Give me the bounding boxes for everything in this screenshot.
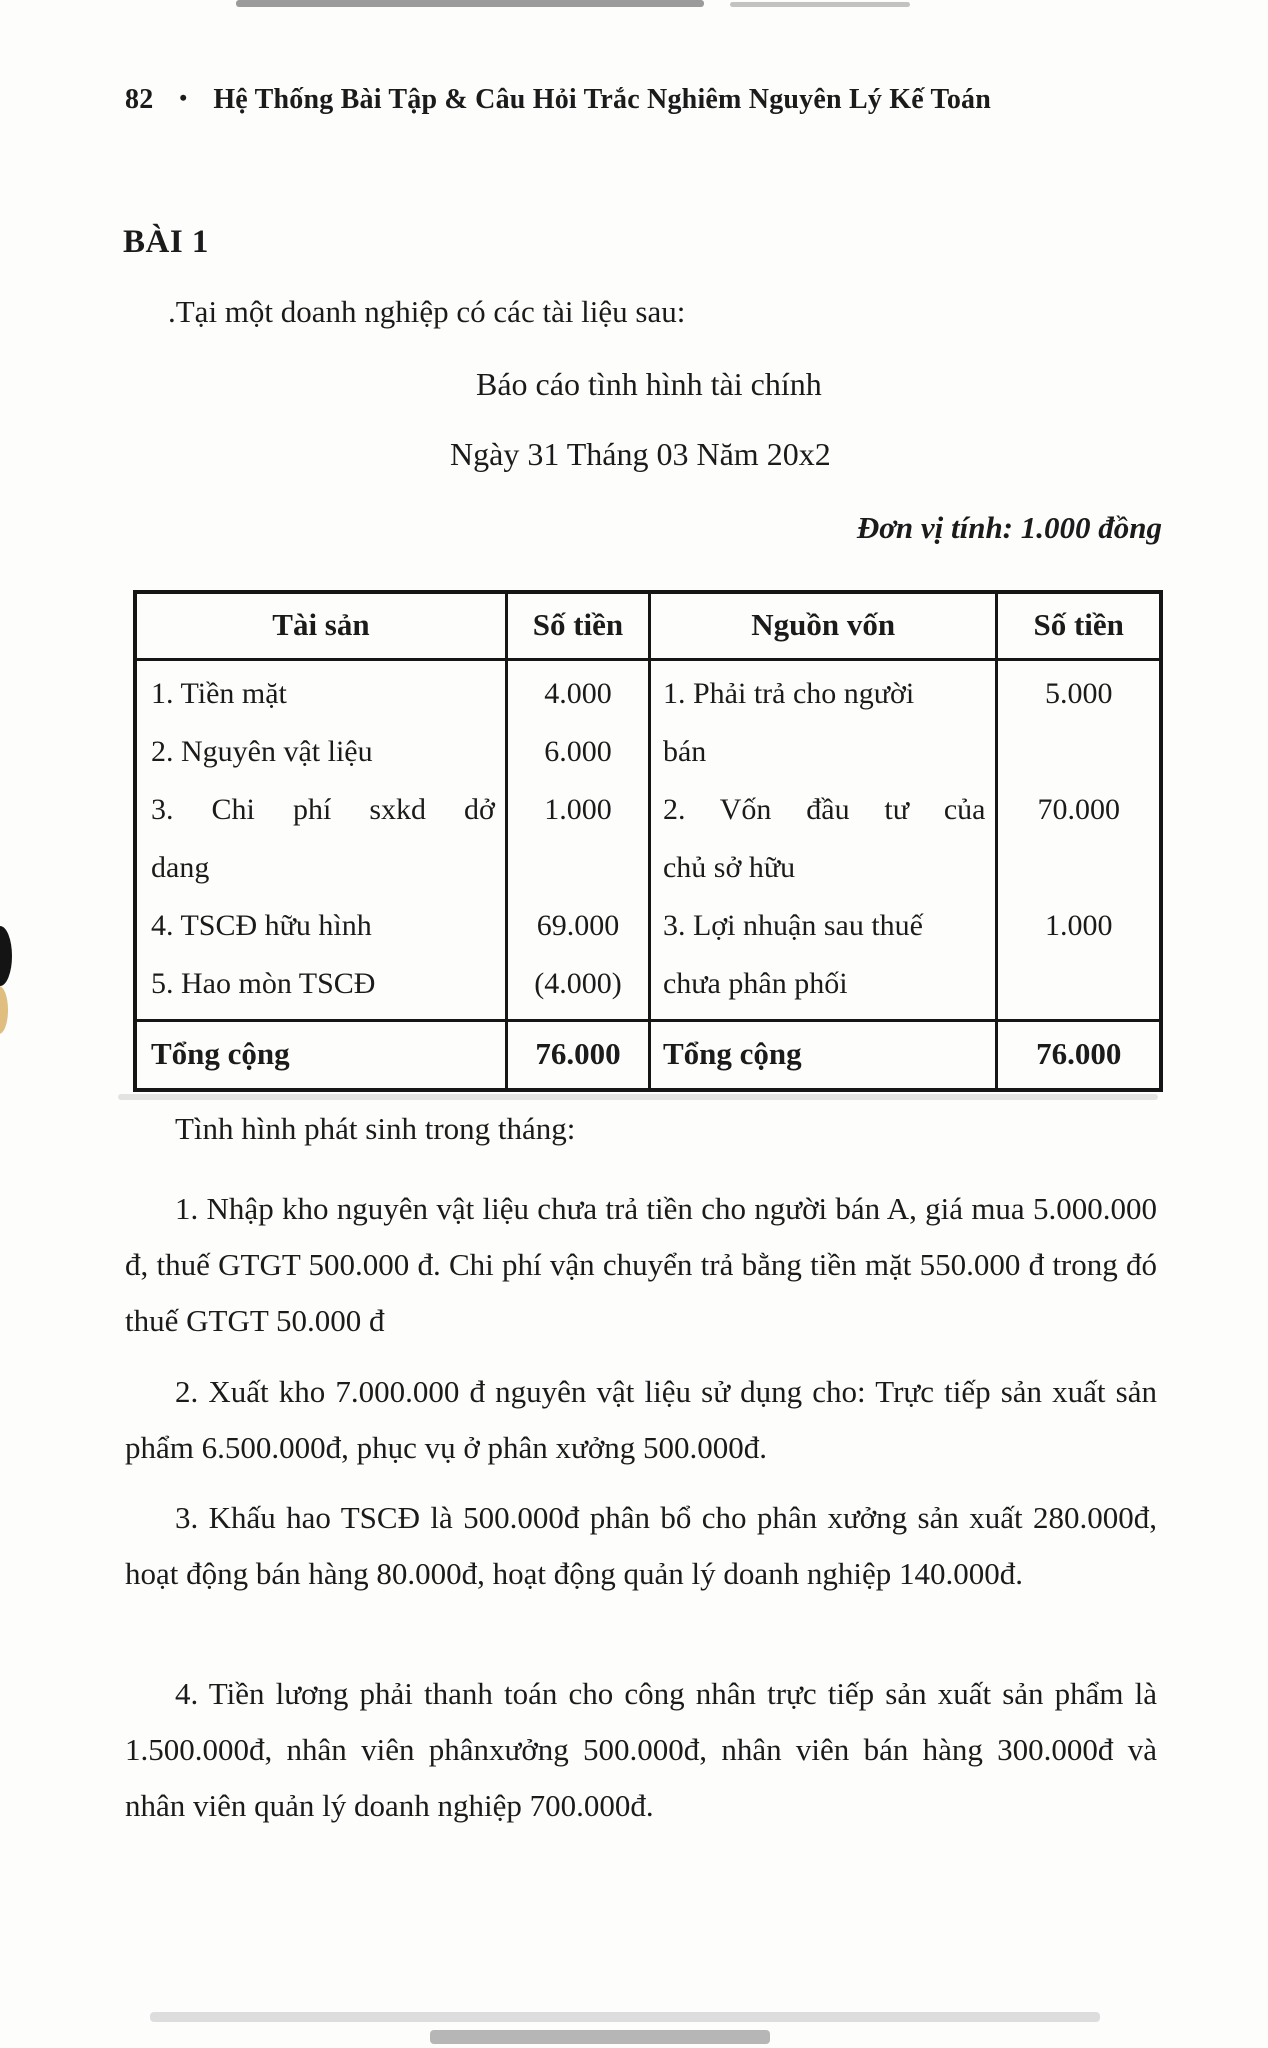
source-line: chưa phân phối [662,967,848,1000]
sources-amount-cell [995,661,1159,1019]
source-line: 2. Vốn đầu tư của [662,793,986,826]
balance-sheet-table [133,590,1163,1092]
col-header-sources-amount: Số tiền [995,594,1159,658]
col-header-assets-amount: Số tiền [505,594,648,658]
source-line: chủ sở hữu [662,851,796,884]
transaction-item-2: 2. Xuất kho 7.000.000 đ nguyên vật liệu sử dụng cho: Trực tiếp sản xuất sản phẩm 6.500.000đ, phục vụ ở phân xưởng 500.000đ. [125,1374,1157,1465]
sources-total-value: 76.000 [995,1022,1159,1088]
table-body-row [137,658,1159,1019]
assets-cell [137,661,505,1019]
sources-total-label: Tổng cộng [648,1022,995,1088]
table-total-row [137,1019,1159,1088]
scan-artifact-bottom-edge [430,2030,770,2044]
scan-artifact-left-ink-blob [0,926,12,986]
assets-total-value: 76.000 [505,1022,648,1088]
source-line: 1. Phải trả cho người [662,677,915,710]
transactions-heading: Tình hình phát sinh trong tháng: [175,1111,576,1146]
asset-amount: 69.000 [536,909,620,942]
page-number: 82 [125,84,154,115]
transaction-item-3: 3. Khấu hao TSCĐ là 500.000đ phân bổ cho phân xưởng sản xuất 280.000đ, hoạt động bán hàng 80.000đ, hoạt động quản lý doanh nghiệp 140.000đ. [125,1500,1157,1591]
exercise-title: BÀI 1 [123,224,209,260]
assets-total-label: Tổng cộng [151,1036,290,1071]
exercise-intro: .Tại một doanh nghiệp có các tài liệu sau: [168,294,686,329]
asset-amount: 4.000 [544,677,612,710]
source-amount [998,955,1159,1013]
report-date: Ngày 31 Tháng 03 Năm 20x2 [450,436,831,472]
source-amount: 70.000 [1037,793,1120,826]
scan-artifact-bottom-band [150,2012,1100,2022]
scan-artifact-left-smudge [0,986,8,1034]
running-header [125,84,991,116]
scan-artifact-ghost-line [118,1094,1158,1100]
asset-amount: (4.000) [534,967,622,1000]
report-title: Báo cáo tình hình tài chính [476,366,822,402]
asset-line: 1. Tiền mặt [151,677,287,710]
asset-amount: 6.000 [544,735,612,768]
transaction-item-4: 4. Tiền lương phải thanh toán cho công nhân trực tiếp sản xuất sản phẩm là 1.500.000đ, nhân viên phânxưởng 500.000đ, nhân viên bán hàng 300.000đ và nhân viên quản lý doanh nghiệp 700.000đ. [125,1676,1157,1823]
sources-cell [648,661,995,1019]
scan-artifact-top-edge [236,0,704,7]
source-amount [998,839,1159,897]
source-amount: 1.000 [1044,909,1113,942]
table-header-row [137,594,1159,658]
asset-amount [508,839,648,897]
asset-line: 3. Chi phí sxkd dở [151,793,495,826]
asset-line: dang [151,851,210,884]
unit-note: Đơn vị tính: 1.000 đồng [856,510,1162,545]
scan-artifact-top-edge [730,2,910,7]
source-line: bán [662,735,707,768]
source-line: 3. Lợi nhuận sau thuế [662,909,923,942]
col-header-sources: Nguồn vốn [648,594,995,658]
source-amount [998,723,1159,781]
bullet-separator: • [179,85,188,110]
col-header-assets: Tài sản [272,607,370,642]
transaction-item-1: 1. Nhập kho nguyên vật liệu chưa trả tiền cho người bán A, giá mua 5.000.000 đ, thuế GTGT 500.000 đ. Chi phí vận chuyển trả bằng tiền mặt 550.000 đ trong đó thuế GTGT 50.000 đ [125,1191,1157,1338]
assets-amount-cell [505,661,648,1019]
asset-amount: 1.000 [544,793,612,826]
source-amount: 5.000 [1044,677,1113,710]
asset-line: 2. Nguyên vật liệu [151,735,373,768]
asset-line: 4. TSCĐ hữu hình [151,909,372,942]
book-title: Hệ Thống Bài Tập & Câu Hỏi Trắc Nghiêm Nguyên Lý Kế Toán [213,84,992,115]
asset-line: 5. Hao mòn TSCĐ [151,967,376,1000]
